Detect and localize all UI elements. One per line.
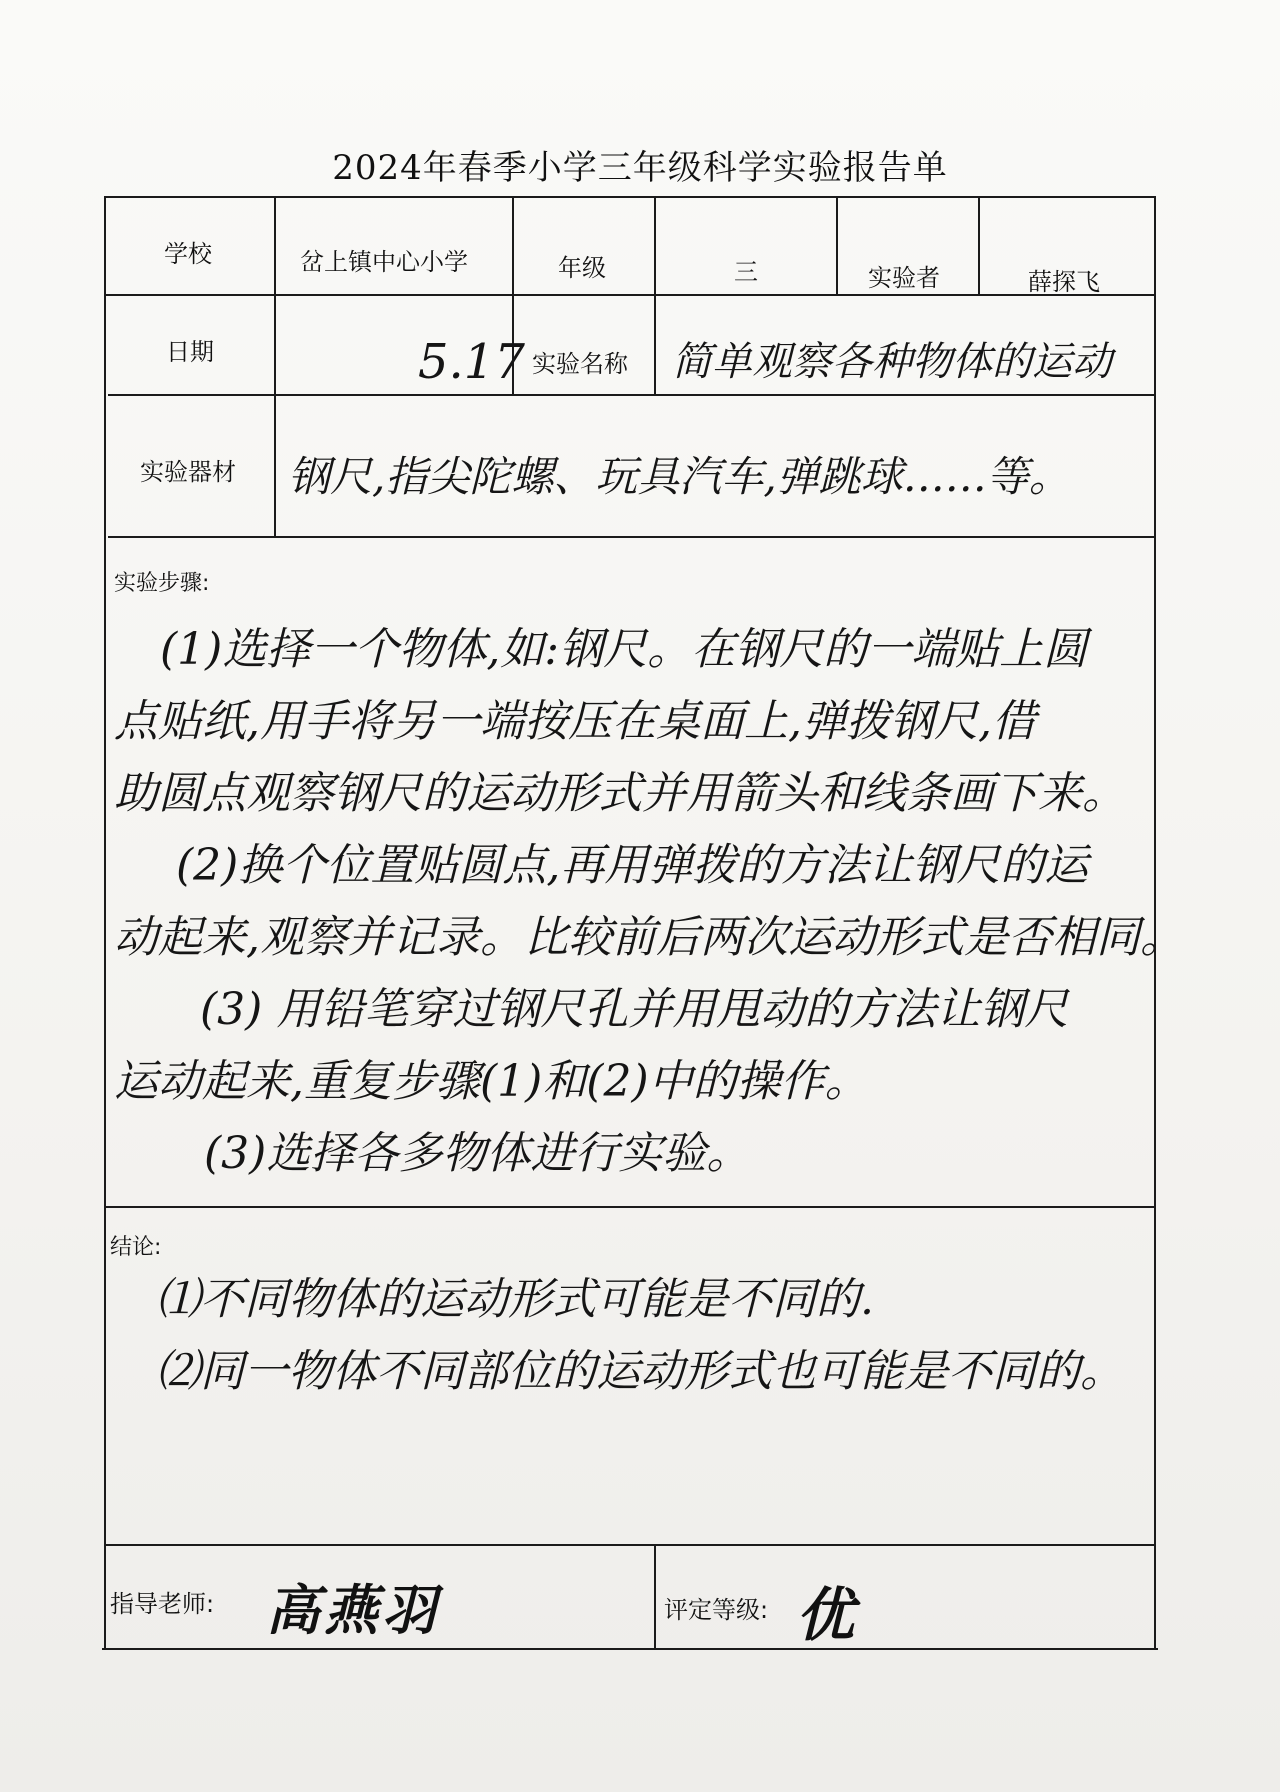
teacher-label: 指导老师: — [110, 1590, 215, 1618]
step-line: 点贴纸,用手将另一端按压在桌面上,弹拨钢尺,借 — [114, 696, 1036, 747]
experiment-name-label: 实验名称 — [532, 350, 628, 378]
teacher-signature: 高燕羽 — [266, 1578, 440, 1642]
step-line: (1)选择一个物体,如:钢尺。在钢尺的一端贴上圆 — [160, 624, 1088, 675]
table-row-divider-4 — [106, 1206, 1156, 1208]
page-title: 2024年春季小学三年级科学实验报告单 — [332, 148, 948, 188]
grade-label: 年级 — [558, 254, 606, 282]
step-line: (3)选择各多物体进行实验。 — [204, 1128, 751, 1179]
rating-value: 优 — [796, 1581, 859, 1649]
table-row-divider-5 — [104, 1544, 1156, 1546]
materials-value: 钢尺,指尖陀螺、玩具汽车,弹跳球……等。 — [288, 452, 1071, 501]
conclusion-label: 结论: — [110, 1235, 162, 1260]
table-row-divider-2 — [108, 394, 1156, 396]
experimenter-value: 薛探飞 — [1028, 268, 1100, 296]
col-divider-a — [274, 196, 276, 536]
step-line: 运动起来,重复步骤(1)和(2)中的操作。 — [114, 1056, 869, 1107]
school-label: 学校 — [164, 240, 212, 268]
col-divider-c — [654, 196, 656, 394]
table-border-left — [104, 196, 106, 1650]
col-divider-d — [836, 196, 838, 294]
step-line: 助圆点观察钢尺的运动形式并用箭头和线条画下来。 — [114, 768, 1126, 819]
school-value: 岔上镇中心小学 — [300, 248, 468, 276]
date-value: 5.17 — [418, 334, 525, 390]
steps-label: 实验步骤: — [114, 571, 210, 596]
conclusion-line: ⑴不同物体的运动形式可能是不同的. — [156, 1274, 874, 1325]
step-line: 动起来,观察并记录。比较前后两次运动形式是否相同。 — [114, 912, 1184, 963]
experimenter-label: 实验者 — [868, 264, 940, 292]
table-border-top — [104, 196, 1156, 198]
conclusion-text — [156, 1264, 1124, 1408]
rating-label: 评定等级: — [664, 1596, 769, 1624]
steps-text — [114, 614, 1184, 1190]
experiment-name-value: 简单观察各种物体的运动 — [672, 339, 1112, 385]
step-line: (2)换个位置贴圆点,再用弹拨的方法让钢尺的运 — [176, 840, 1089, 891]
grade-value: 三 — [734, 258, 758, 286]
date-label: 日期 — [166, 338, 214, 366]
materials-label: 实验器材 — [140, 458, 236, 486]
step-line: (3) 用铅笔穿过钢尺孔并用甩动的方法让钢尺 — [200, 984, 1069, 1035]
table-border-bottom — [102, 1648, 1158, 1650]
col-divider-e — [978, 196, 980, 294]
col-divider-f — [654, 1546, 656, 1650]
table-row-divider-3 — [108, 536, 1156, 538]
table-row-divider-1 — [106, 294, 1156, 296]
conclusion-line: ⑵同一物体不同部位的运动形式也可能是不同的。 — [156, 1346, 1124, 1397]
